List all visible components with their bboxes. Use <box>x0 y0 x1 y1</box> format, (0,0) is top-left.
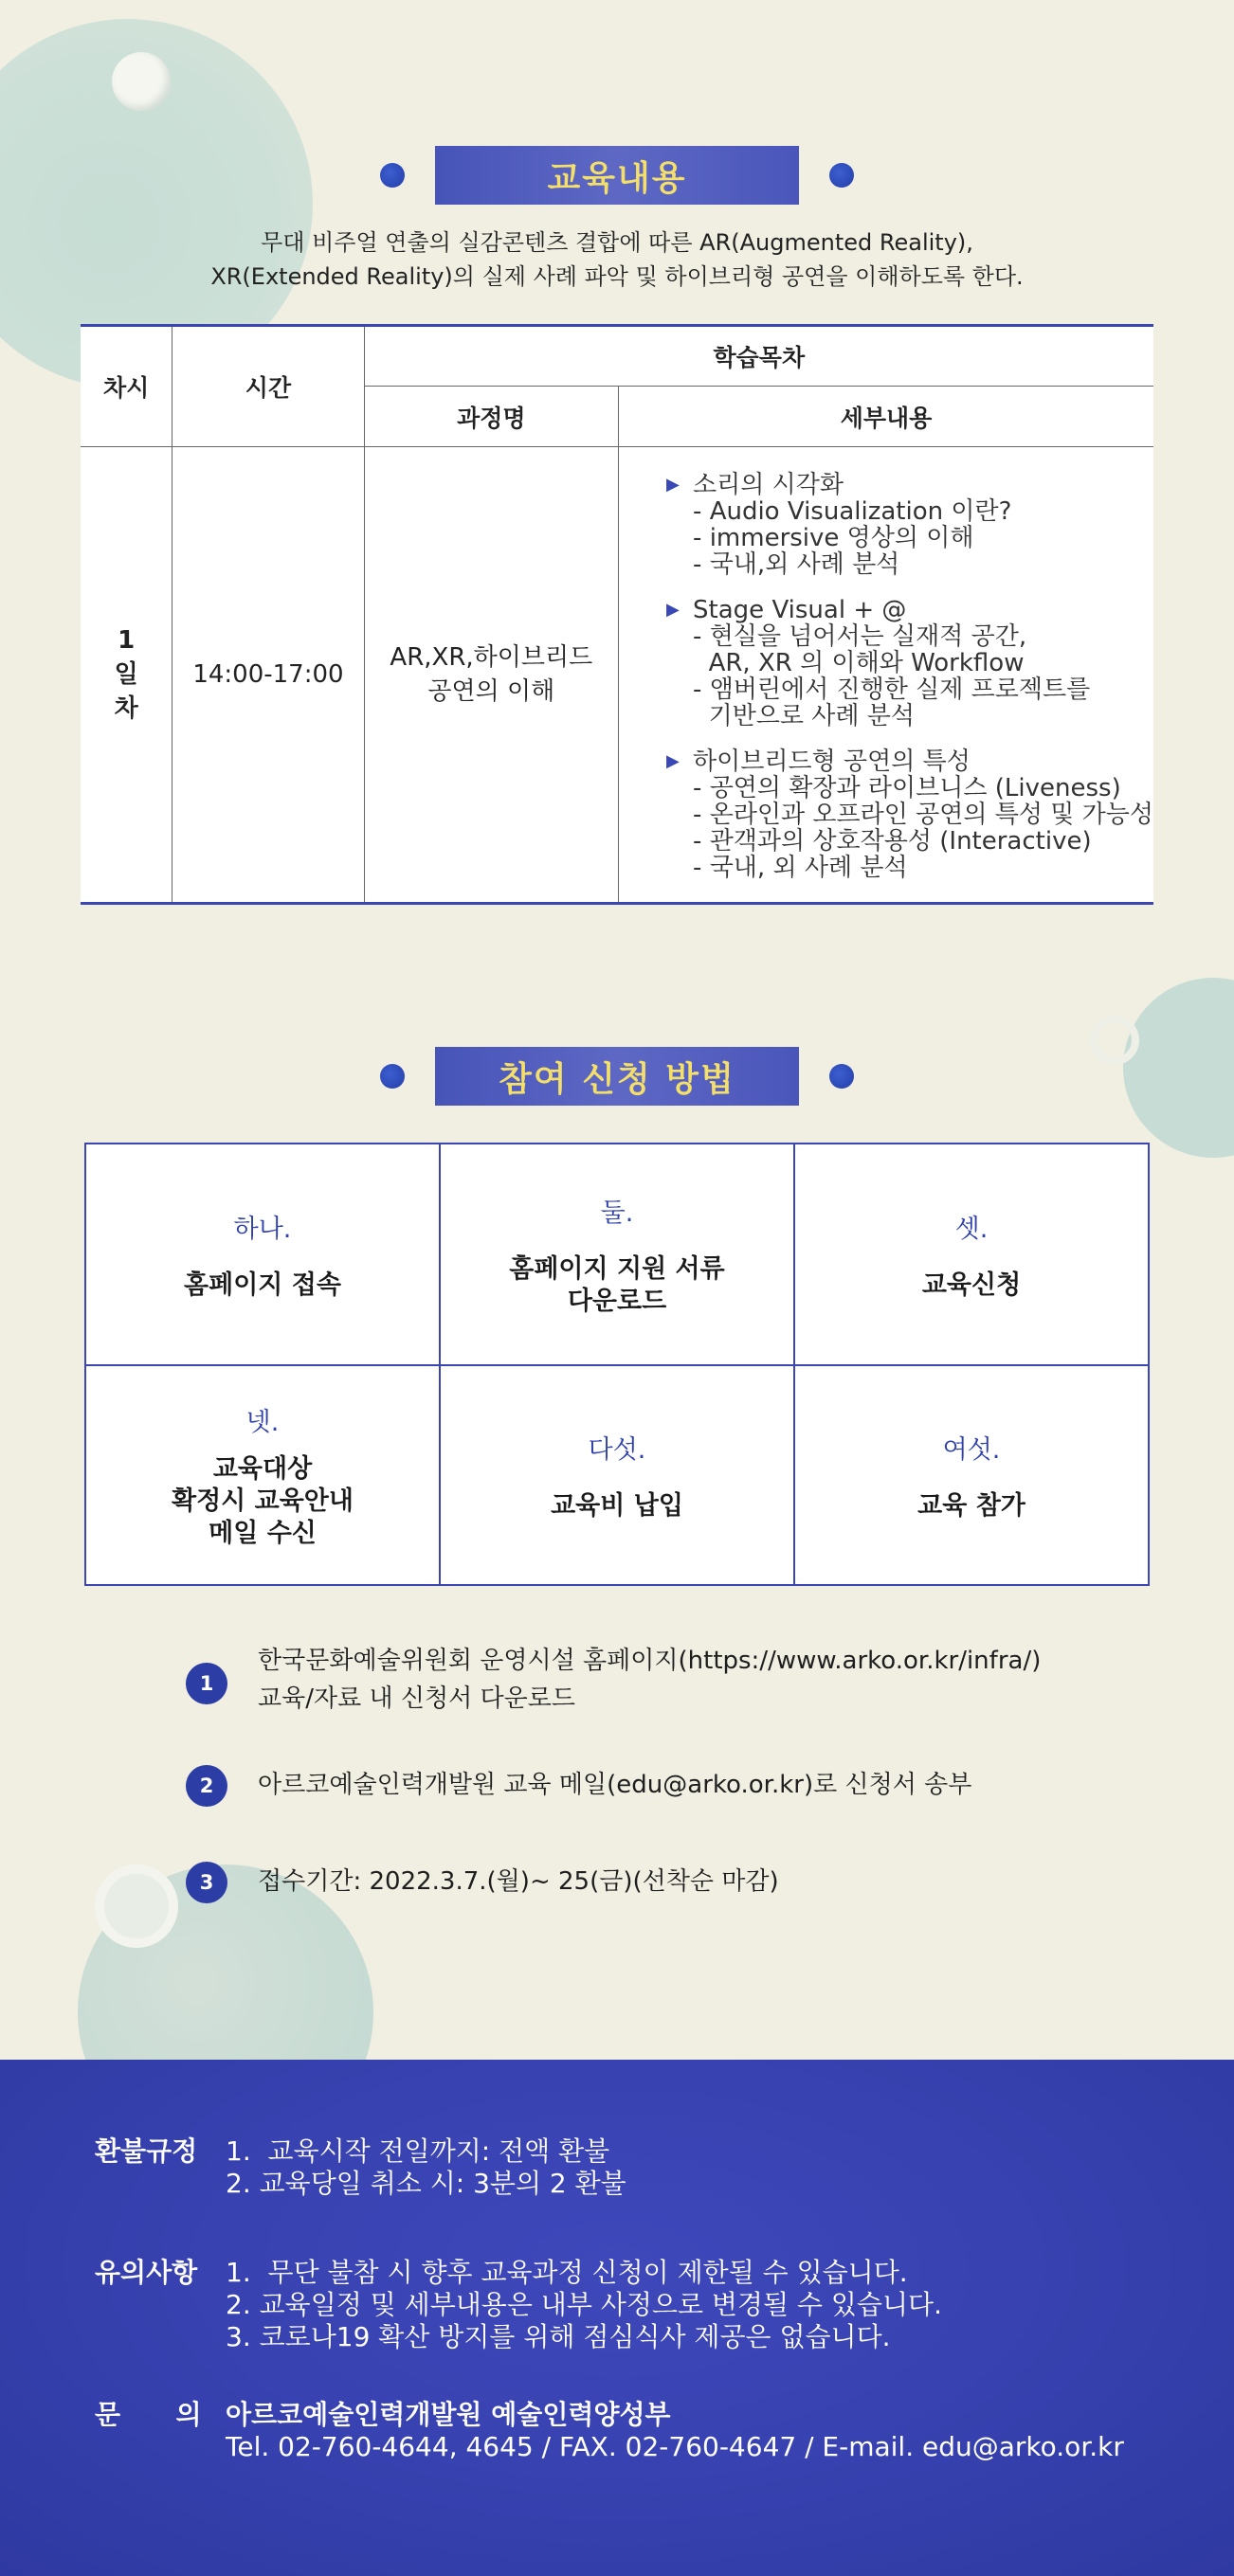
caution-label: 유의사항 <box>95 2257 198 2288</box>
decorative-ring <box>95 1864 178 1948</box>
detail-cell <box>619 447 1153 904</box>
step-cell <box>440 1144 794 1365</box>
application-steps-grid <box>84 1143 1150 1586</box>
header-session: 차시 <box>81 326 172 447</box>
detail-block <box>666 748 1153 881</box>
step-cell <box>794 1365 1149 1585</box>
detail-line: - 국내, 외 사례 분석 <box>693 854 908 882</box>
step-number: 하나. <box>233 1214 292 1244</box>
detail-heading: Stage Visual + @ <box>693 596 907 624</box>
course-cell <box>364 447 618 904</box>
step-cell <box>440 1365 794 1585</box>
step-text: 교육 참가 <box>917 1490 1025 1521</box>
detail-heading: 소리의 시각화 <box>693 471 844 499</box>
intro-line: XR(Extended Reality)의 실제 사례 파악 및 하이브리형 공연을 이해하도록 한다. <box>210 263 1024 290</box>
note-text: 접수기간: 2022.3.7.(월)~ 25(금)(선착순 마감) <box>258 1867 779 1896</box>
note-text: 한국문화예술위원회 운영시설 홈페이지(https://www.arko.or.kr/infra/) 교육/자료 내 신청서 다운로드 <box>258 1647 1042 1713</box>
caution-line: 3. 코로나19 확산 방지를 위해 점심식사 제공은 없습니다. <box>226 2321 891 2352</box>
step-text: 홈페이지 접속 <box>184 1270 341 1300</box>
title-dot-icon <box>380 1064 405 1089</box>
step-number: 다섯. <box>588 1434 646 1465</box>
detail-line: - 국내,외 사례 분석 <box>693 550 900 579</box>
step-number: 둘. <box>600 1198 634 1228</box>
note-text: 아르코예술인력개발원 교육 메일(edu@arko.or.kr)로 신청서 송부 <box>258 1771 972 1799</box>
note-number-badge: 2 <box>186 1765 227 1807</box>
refund-line: 1. 교육시작 전일까지: 전액 환불 <box>226 2135 610 2167</box>
refund-policy <box>95 2135 626 2200</box>
triangle-bullet-icon: ▶ <box>666 600 680 620</box>
step-number: 셋. <box>954 1214 989 1244</box>
step-cell <box>85 1144 440 1365</box>
triangle-bullet-icon: ▶ <box>666 751 680 771</box>
note-number-badge: 3 <box>186 1862 227 1903</box>
triangle-bullet-icon: ▶ <box>666 475 680 495</box>
step-cell <box>794 1144 1149 1365</box>
footer-info-panel <box>0 2060 1234 2576</box>
detail-heading: 하이브리드형 공연의 특성 <box>693 748 971 776</box>
session-day-char: 일 <box>114 660 138 689</box>
step-text: 교육신청 <box>921 1270 1022 1300</box>
caution-line: 2. 교육일정 및 세부내용은 내부 사정으로 변경될 수 있습니다. <box>226 2289 942 2320</box>
title-dot-icon <box>380 163 405 188</box>
step-text: 홈페이지 지원 서류 다운로드 <box>509 1253 725 1316</box>
detail-line: AR, XR 의 이해와 Workflow <box>693 649 1025 677</box>
header-detail: 세부내용 <box>619 387 1153 447</box>
header-course: 과정명 <box>364 387 618 447</box>
contact-info <box>95 2399 1124 2463</box>
intro-line: 무대 비주얼 연출의 실감콘텐츠 결합에 따른 AR(Augmented Reality), <box>261 229 973 256</box>
step-number: 여섯. <box>942 1434 1001 1465</box>
contact-details: Tel. 02-760-4644, 4645 / FAX. 02-760-4647 / E-mail. edu@arko.or.kr <box>226 2431 1124 2462</box>
session-cell <box>81 447 172 904</box>
step-number: 넷. <box>245 1407 280 1437</box>
session-day-char: 차 <box>114 694 138 723</box>
detail-line: - 관객과의 상호작용성 (Interactive) <box>693 827 1092 856</box>
detail-line: - 현실을 넘어서는 실재적 공간, <box>693 622 1027 651</box>
refund-label: 환불규정 <box>95 2135 198 2167</box>
decorative-bubble-small <box>112 52 171 111</box>
title-dot-icon <box>829 163 854 188</box>
detail-line: - immersive 영상의 이해 <box>693 524 974 552</box>
detail-line: - 공연의 확장과 라이브니스 (Liveness) <box>693 774 1121 802</box>
detail-line: - 앰버린에서 진행한 실제 프로젝트를 <box>693 676 1091 704</box>
detail-block <box>666 472 1153 578</box>
detail-line: 기반으로 사례 분석 <box>693 702 916 730</box>
note-number-badge: 1 <box>186 1663 227 1704</box>
session-day-char: 1 <box>118 626 136 655</box>
detail-block <box>666 597 1153 730</box>
caution-notes <box>95 2257 942 2353</box>
contact-label: 문 의 <box>95 2399 202 2430</box>
step-cell <box>85 1365 440 1585</box>
header-objectives: 학습목차 <box>364 326 1153 387</box>
section-title-education <box>0 146 1234 205</box>
detail-line: - Audio Visualization 이란? <box>693 497 1012 526</box>
section-title-application <box>0 1047 1234 1106</box>
course-name-line: 공연의 이해 <box>427 677 555 706</box>
step-text: 교육비 납입 <box>551 1490 683 1521</box>
detail-line: - 온라인과 오프라인 공연의 특성 및 가능성 <box>693 801 1153 829</box>
course-name-line: AR,XR,하이브리드 <box>390 643 593 672</box>
header-time: 시간 <box>172 326 364 447</box>
step-text: 교육대상 확정시 교육안내 메일 수신 <box>172 1453 354 1548</box>
section-title-label: 참여 신청 방법 <box>435 1047 799 1106</box>
curriculum-table <box>81 324 1153 905</box>
title-dot-icon <box>829 1064 854 1089</box>
section-title-label: 교육내용 <box>435 146 799 205</box>
time-cell: 14:00-17:00 <box>172 447 364 904</box>
refund-line: 2. 교육당일 취소 시: 3분의 2 환불 <box>226 2168 626 2199</box>
caution-line: 1. 무단 불참 시 향후 교육과정 신청이 제한될 수 있습니다. <box>226 2257 908 2288</box>
contact-department: 아르코예술인력개발원 예술인력양성부 <box>226 2399 671 2430</box>
intro-text <box>0 225 1234 294</box>
